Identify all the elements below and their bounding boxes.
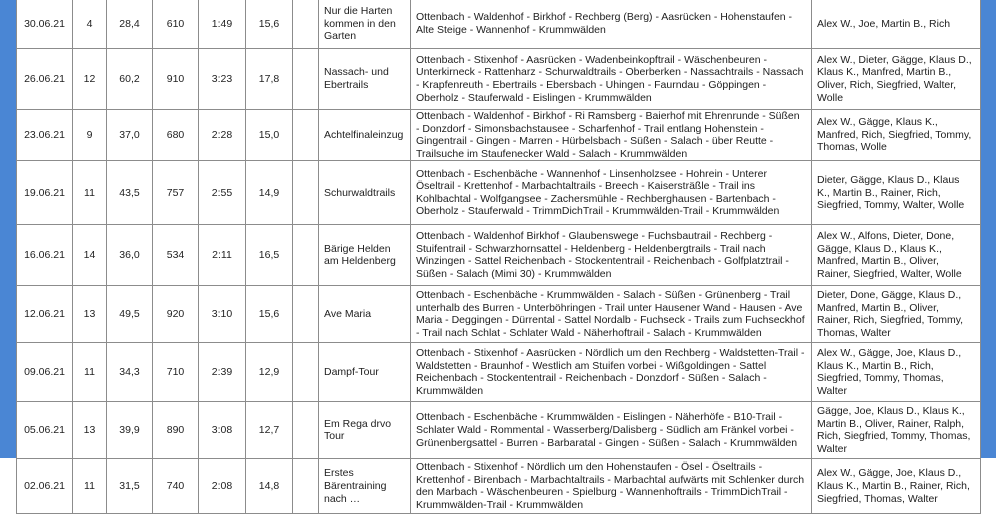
duration-cell: 2:08	[199, 459, 246, 514]
table-row	[17, 225, 981, 286]
elevation-cell: 890	[153, 402, 199, 459]
date-cell: 19.06.21	[17, 161, 73, 225]
distance-cell: 60,2	[107, 49, 153, 110]
elevation-cell: 920	[153, 286, 199, 343]
route-cell: Ottenbach - Eschenbäche - Krummwälden - Salach - Süßen - Grünenberg - Trail unterhalb des Burren - Unterböhringen - Trail unter Hausener Wand - Hausen - Ave Maria - Deggingen - Dürrental - Sattel Nordalb - Fuchseck - Trails zum Fuchseckhof - Trail nach Schlat - Schlater Wald - Näherhoftrail - Salach - Krummwälden	[411, 286, 812, 343]
tour-title-cell: Erstes Bärentraining nach …	[319, 459, 411, 514]
speed-cell: 15,6	[246, 286, 293, 343]
route-cell: Ottenbach - Eschenbäche - Krummwälden - Eislingen - Näherhöfe - B10-Trail - Schlater Wald - Rommental - Wasserberg/Dalisberg - Südlich am Fränkel vorbei - Grünenbergsattel - Burren - Barbaratal - Gingen - Süßen - Salach - Krummwälden	[411, 402, 812, 459]
table-row	[17, 459, 981, 514]
elevation-cell: 710	[153, 343, 199, 402]
date-cell: 16.06.21	[17, 225, 73, 286]
empty-cell	[293, 0, 319, 49]
distance-cell: 34,3	[107, 343, 153, 402]
left-accent-bar	[0, 0, 16, 458]
riders-cell: Gägge, Joe, Klaus D., Klaus K., Martin B., Oliver, Rainer, Ralph, Rich, Siegfried, Tommy, Thomas, Walter	[812, 402, 981, 459]
empty-cell	[293, 49, 319, 110]
riders-cell: Alex W., Gägge, Joe, Klaus D., Klaus K., Martin B., Rich, Siegfried, Tommy, Thomas, Walter	[812, 343, 981, 402]
participants-cell: 4	[73, 0, 107, 49]
duration-cell: 3:23	[199, 49, 246, 110]
riders-cell: Alex W., Dieter, Gägge, Klaus D., Klaus K., Manfred, Martin B., Oliver, Rich, Siegfried, Walter, Wolle	[812, 49, 981, 110]
duration-cell: 2:11	[199, 225, 246, 286]
table-row	[17, 110, 981, 161]
table-row	[17, 0, 981, 49]
route-cell: Ottenbach - Waldenhof Birkhof - Glaubenswege - Fuchsbautrail - Rechberg - Stuifentrail - Schwarzhornsattel - Heldenberg - Heldenbergtrails - Trail nach Winzingen - Sattel Reichenbach - Stockententrail - Reichenbach - Golfplatztrail - Süßen - Salach (Mimi 30) - Krummwälden	[411, 225, 812, 286]
duration-cell: 3:10	[199, 286, 246, 343]
distance-cell: 49,5	[107, 286, 153, 343]
duration-cell: 2:28	[199, 110, 246, 161]
tour-title-cell: Achtelfinaleinzug	[319, 110, 411, 161]
distance-cell: 37,0	[107, 110, 153, 161]
empty-cell	[293, 161, 319, 225]
participants-cell: 11	[73, 343, 107, 402]
tour-title-cell: Ave Maria	[319, 286, 411, 343]
route-cell: Ottenbach - Stixenhof - Aasrücken - Wadenbeinkopftrail - Wäschenbeuren - Unterkirneck - Rattenharz - Schurwaldtrails - Oberberken - Nassachtrails - Nassach - Krapfenreuth - Ebertrails - Ebersbach - Uhingen - Faurndau - Göppingen - Oberholz - Stauferwald - Eislingen - Krummwälden	[411, 49, 812, 110]
participants-cell: 13	[73, 286, 107, 343]
date-cell: 02.06.21	[17, 459, 73, 514]
distance-cell: 36,0	[107, 225, 153, 286]
empty-cell	[293, 459, 319, 514]
participants-cell: 11	[73, 161, 107, 225]
riders-cell: Alex W., Joe, Martin B., Rich	[812, 0, 981, 49]
distance-cell: 31,5	[107, 459, 153, 514]
date-cell: 12.06.21	[17, 286, 73, 343]
speed-cell: 16,5	[246, 225, 293, 286]
riders-cell: Dieter, Gägge, Klaus D., Klaus K., Martin B., Rainer, Rich, Siegfried, Tommy, Walter, Wolle	[812, 161, 981, 225]
date-cell: 05.06.21	[17, 402, 73, 459]
date-cell: 26.06.21	[17, 49, 73, 110]
speed-cell: 12,9	[246, 343, 293, 402]
route-cell: Ottenbach - Eschenbäche - Wannenhof - Linsenholzsee - Hohrein - Unterer Öseltrail - Krettenhof - Marbachtaltrails - Breech - Kaisersträßle - Trail ins Kohlbachtal - Wolfgangsee - Zachersmühle - Rechberghausen - Bartenbach - Oberholz - Stauferwald - TrimmDichTrail - Krummwälden-Trail - Krummwälden	[411, 161, 812, 225]
empty-cell	[293, 286, 319, 343]
tour-title-cell: Bärige Helden am Heldenberg	[319, 225, 411, 286]
route-cell: Ottenbach - Waldenhof - Birkhof - Ri Ramsberg - Baierhof mit Ehrenrunde - Süßen - Donzdorf - Simonsbachstausee - Scharfenhof - Trail entlang Hohenstein - Gingentrail - Gingen - Marren - Hürbelsbach - Süßen - Salach - über Reutte - Trailsuche im Staufenecker Wald - Salach - Krummwälden	[411, 110, 812, 161]
table-row	[17, 286, 981, 343]
participants-cell: 11	[73, 459, 107, 514]
date-cell: 30.06.21	[17, 0, 73, 49]
date-cell: 09.06.21	[17, 343, 73, 402]
route-cell: Ottenbach - Stixenhof - Nördlich um den Hohenstaufen - Ösel - Öseltrails - Krettenhof - Birenbach - Marbachtaltrails - Marbachtal aufwärts mit Schlenker durch den Marbach - Wäschenbeuren - Spielburg - Wannenhoftrails - TrimmDichTrail - Krummwälden-Trail - Krummwälden	[411, 459, 812, 514]
right-accent-bar	[980, 0, 996, 458]
participants-cell: 12	[73, 49, 107, 110]
elevation-cell: 757	[153, 161, 199, 225]
tour-table	[16, 0, 981, 514]
empty-cell	[293, 110, 319, 161]
elevation-cell: 534	[153, 225, 199, 286]
empty-cell	[293, 225, 319, 286]
speed-cell: 17,8	[246, 49, 293, 110]
tour-title-cell: Nassach- und Ebertrails	[319, 49, 411, 110]
empty-cell	[293, 343, 319, 402]
table-row	[17, 343, 981, 402]
tour-title-cell: Schurwaldtrails	[319, 161, 411, 225]
riders-cell: Dieter, Done, Gägge, Klaus D., Manfred, Martin B., Oliver, Rainer, Rich, Siegfried, Tommy, Thomas, Walter	[812, 286, 981, 343]
route-cell: Ottenbach - Stixenhof - Aasrücken - Nördlich um den Rechberg - Waldstetten-Trail - Waldstetten - Braunhof - Westlich am Stuifen vorbei - Wißgoldingen - Sattel Reichenbach - Stockententrail - Reichenbach - Donzdorf - Süßen - Salach - Krummwälden	[411, 343, 812, 402]
empty-cell	[293, 402, 319, 459]
table-row	[17, 161, 981, 225]
duration-cell: 2:55	[199, 161, 246, 225]
speed-cell: 12,7	[246, 402, 293, 459]
speed-cell: 15,6	[246, 0, 293, 49]
speed-cell: 15,0	[246, 110, 293, 161]
elevation-cell: 910	[153, 49, 199, 110]
speed-cell: 14,9	[246, 161, 293, 225]
route-cell: Ottenbach - Waldenhof - Birkhof - Rechberg (Berg) - Aasrücken - Hohenstaufen - Alte Steige - Wannenhof - Krummwälden	[411, 0, 812, 49]
elevation-cell: 680	[153, 110, 199, 161]
table-row	[17, 402, 981, 459]
duration-cell: 1:49	[199, 0, 246, 49]
date-cell: 23.06.21	[17, 110, 73, 161]
riders-cell: Alex W., Gägge, Joe, Klaus D., Klaus K., Martin B., Rainer, Rich, Siegfried, Thomas, Walter	[812, 459, 981, 514]
duration-cell: 3:08	[199, 402, 246, 459]
tour-title-cell: Em Rega drvo Tour	[319, 402, 411, 459]
participants-cell: 9	[73, 110, 107, 161]
tour-title-cell: Dampf-Tour	[319, 343, 411, 402]
riders-cell: Alex W., Gägge, Klaus K., Manfred, Rich, Siegfried, Tommy, Thomas, Wolle	[812, 110, 981, 161]
elevation-cell: 610	[153, 0, 199, 49]
distance-cell: 39,9	[107, 402, 153, 459]
speed-cell: 14,8	[246, 459, 293, 514]
tour-title-cell: Nur die Harten kommen in den Garten	[319, 0, 411, 49]
riders-cell: Alex W., Alfons, Dieter, Done, Gägge, Klaus D., Klaus K., Manfred, Martin B., Oliver, Rainer, Siegfried, Walter, Wolle	[812, 225, 981, 286]
participants-cell: 13	[73, 402, 107, 459]
table-row	[17, 49, 981, 110]
distance-cell: 43,5	[107, 161, 153, 225]
distance-cell: 28,4	[107, 0, 153, 49]
participants-cell: 14	[73, 225, 107, 286]
duration-cell: 2:39	[199, 343, 246, 402]
elevation-cell: 740	[153, 459, 199, 514]
